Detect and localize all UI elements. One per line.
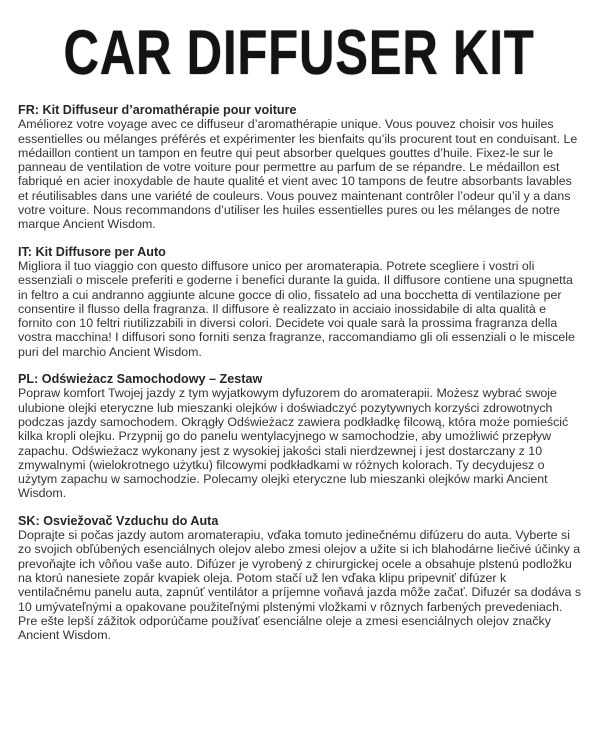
section-text-sk: Doprajte si počas jazdy autom aromaterapiu, vďaka tomuto jedinečnému difúzeru do auta. Vyberte si zo svojich obľúbených esenciálnych olejov alebo zmesi olejov a užite si ich blahodárne liečivé účinky a prevoňajte ich vôňou vaše auto. Difúzer je vyrobený z chirurgickej ocele a obsahuje plstenú podložku na ktorú nanesiete zopár kvapiek oleja. Potom stačí už len vďaka klipu pripevniť difúzer k ventilačnému panelu auta, zapnúť ventilátor a príjemne voňavá jazda môže začať. Difuzér sa dodáva s 10 umývateľnými a opakovane použiteľnými plstenými vložkami v rôznych farbených prevedeniach. Pre ešte lepší zážitok odporúčame používať esenciálne oleje a zmesi esenciálnych olejov značky Ancient Wisdom.: [18, 528, 582, 643]
section-it: [18, 245, 582, 359]
document-body: [0, 103, 600, 642]
section-sk: [18, 514, 582, 643]
section-heading-pl: PL: Odświeżacz Samochodowy – Zestaw: [18, 372, 263, 387]
section-text-pl: Popraw komfort Twojej jazdy z tym wyjatkowym dyfuzorem do aromaterapii. Możesz wybrać swoje ulubione olejki eteryczne lub mieszanki olejków i doświadczyć pozytywnych korzyści zdrowotnych podczas jazdy samochodem. Okrągły Odświeżacz zawiera podkładkę filcową, która może pomieścić kilka kropli olejku. Przypnij go do panelu wentylacyjnego w samochodzie, aby umożliwić przepływ zapachu. Odświeżacz wykonany jest z wysokiej jakości stali nierdzewnej i jest dostarczany z 10 zmywalnymi (wielokrotnego użytku) filcowymi podkładkami w różnych kolorach. Ty decydujesz o użytym zapachu w samochodzie. Polecamy olejki eteryczne lub mieszanki olejków marki Ancient Wisdom.: [18, 386, 569, 501]
section-heading-fr: FR: Kit Diffuseur d’aromathérapie pour voiture: [18, 103, 297, 117]
document-page: [0, 18, 600, 739]
section-pl: [18, 372, 582, 501]
section-heading-sk: SK: Osviežovač Vzduchu do Auta: [18, 513, 219, 528]
page-title: CAR DIFFUSER KIT: [63, 18, 535, 88]
section-fr: [18, 103, 582, 232]
title-row: [0, 18, 600, 88]
section-text-it: Migliora il tuo viaggio con questo diffusore unico per aromaterapia. Potrete scegliere i vostri oli essenziali o miscele preferiti e goderne i benefici durante la guida. Il diffusore contiene una spugnetta in feltro a cui andranno aggiunte alcune gocce di olio, fissatelo ad una bocchetta di ventilazione per consentire il flusso della fragranza. Il diffusore è realizzato in acciaio inossidabile di alta qualità e fornito con 10 feltri riutilizzabili in diversi colori. Decidete voi quale sarà la prossima fragranza della vostra macchina! I diffusori sono forniti senza fragranze, raccomandiamo gli oli essenziali o le miscele puri del marchio Ancient Wisdom.: [18, 258, 575, 359]
section-heading-it: IT: Kit Diffusore per Auto: [18, 244, 166, 259]
section-text-fr: Améliorez votre voyage avec ce diffuseur d’aromathérapie unique. Vous pouvez choisir vos huiles essentielles ou mélanges préférés et expérimenter les bienfaits qu’ils procurent tout en conduisant. Le médaillon contient un tampon en feutre qui peut absorber quelques gouttes d’huile. Fixez-le sur le panneau de ventilation de votre voiture pour permettre au parfum de se répandre. Le médaillon est fabriqué en acier inoxydable de haute qualité et vient avec 10 tampons de feutre absorbants lavables et réutilisables dans une variété de couleurs. Vous pouvez maintenant contrôler l’odeur qu’il y a dans votre voiture. Nous recommandons d’utiliser les huiles essentielles pures ou les mélanges de notre marque Ancient Wisdom.: [18, 117, 578, 232]
